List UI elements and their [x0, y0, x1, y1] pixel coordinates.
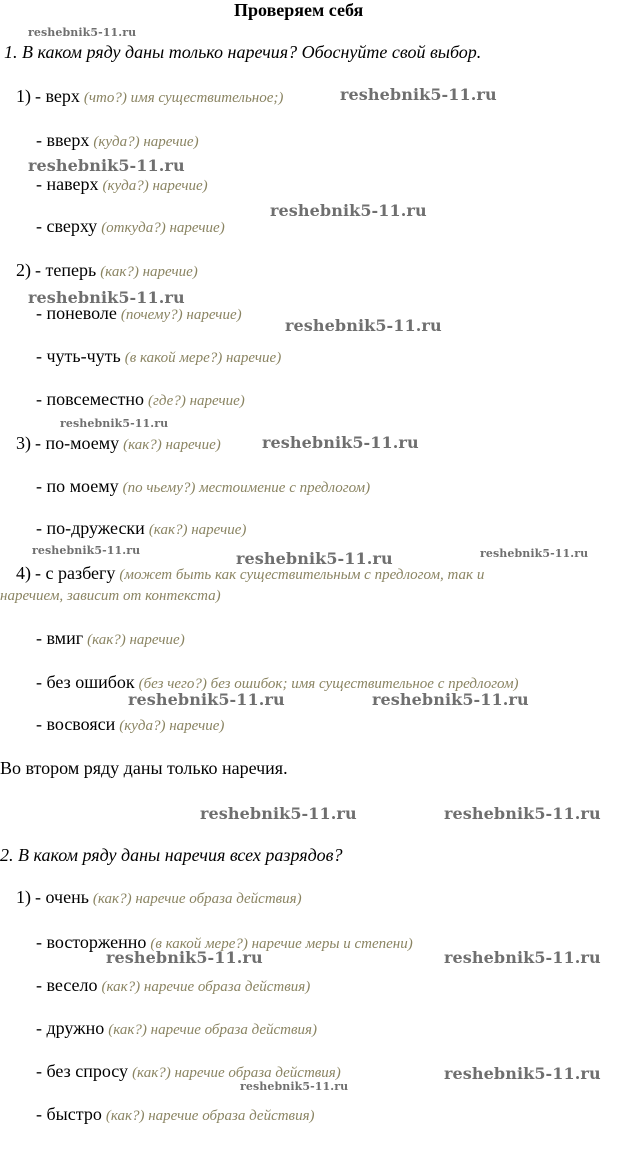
word: - по-моему: [35, 433, 120, 453]
note: (может быть как существительным с предлогом, так и: [119, 567, 485, 583]
word: - чуть-чуть: [36, 346, 121, 366]
list-item: [36, 476, 370, 497]
word: - без ошибок: [36, 672, 135, 692]
note: (как?) наречие образа действия): [132, 1065, 341, 1081]
watermark: reshebnik5-11.ru: [240, 1080, 349, 1093]
word: - по-дружески: [36, 518, 145, 538]
list-item: [36, 714, 224, 735]
list-item: [36, 1104, 315, 1125]
word: - верх: [35, 86, 80, 106]
watermark: reshebnik5-11.ru: [340, 85, 497, 104]
watermark: reshebnik5-11.ru: [28, 288, 185, 307]
note: (почему?) наречие): [120, 307, 242, 323]
note: (как?) наречие образа действия): [101, 979, 311, 995]
watermark: reshebnik5-11.ru: [285, 316, 442, 335]
note: (откуда?) наречие): [101, 220, 225, 236]
note: (что?) имя существительное;): [83, 90, 284, 106]
watermark: reshebnik5-11.ru: [372, 690, 529, 709]
watermark: reshebnik5-11.ru: [444, 1064, 601, 1083]
word: - без спросу: [36, 1061, 129, 1081]
list-item: [36, 389, 245, 410]
note-continuation: наречием, зависит от контекста): [0, 588, 221, 604]
word: - восторженно: [36, 932, 147, 952]
row-label: 1): [16, 86, 31, 106]
list-item: [16, 887, 302, 908]
note: (как?) наречие): [123, 437, 221, 453]
list-item: [16, 433, 221, 454]
watermark: reshebnik5-11.ru: [28, 26, 137, 39]
question-1: 1. В каком ряду даны только наречия? Обоснуйте свой выбор.: [4, 42, 482, 62]
watermark: reshebnik5-11.ru: [444, 948, 601, 967]
note: (по чьему?) местоимение с предлогом): [122, 480, 371, 496]
row-label: 1): [16, 887, 31, 907]
list-item: [36, 346, 281, 367]
list-item: [36, 975, 310, 996]
page-title: Проверяем себя: [234, 0, 364, 20]
watermark: reshebnik5-11.ru: [28, 156, 185, 175]
list-item: [36, 628, 185, 649]
watermark: reshebnik5-11.ru: [270, 201, 427, 220]
word: - восвояси: [36, 714, 116, 734]
watermark: reshebnik5-11.ru: [106, 948, 263, 967]
row-label: 2): [16, 260, 31, 280]
note: (как?) наречие образа действия): [92, 891, 302, 907]
note: (в какой мере?) наречие): [124, 350, 282, 366]
question-2: 2. В каком ряду даны наречия всех разрядов?: [0, 845, 343, 865]
word: - с разбегу: [35, 563, 116, 583]
watermark: reshebnik5-11.ru: [262, 433, 419, 452]
note: (как?) наречие): [148, 522, 247, 538]
row-label: 4): [16, 563, 31, 583]
answer-text: Во втором ряду даны только наречия.: [0, 758, 288, 778]
watermark: reshebnik5-11.ru: [32, 544, 141, 557]
row-label: 3): [16, 433, 31, 453]
word: - теперь: [35, 260, 97, 280]
word: - вверх: [36, 130, 90, 150]
word: - очень: [35, 887, 89, 907]
note: (как?) наречие образа действия): [105, 1108, 315, 1124]
list-item: [36, 130, 199, 151]
watermark: reshebnik5-11.ru: [128, 690, 285, 709]
watermark: reshebnik5-11.ru: [444, 804, 601, 823]
word: - повсеместно: [36, 389, 145, 409]
word: - по моему: [36, 476, 119, 496]
word: - вмиг: [36, 628, 84, 648]
word: - сверху: [36, 216, 98, 236]
note: (как?) наречие): [87, 632, 185, 648]
list-item: [36, 1018, 317, 1039]
note: (без чего?) без ошибок; имя существительное с предлогом): [138, 676, 519, 692]
word: - наверх: [36, 174, 99, 194]
note: (куда?) наречие): [93, 134, 199, 150]
word: - быстро: [36, 1104, 102, 1124]
word: - весело: [36, 975, 98, 995]
word: - дружно: [36, 1018, 105, 1038]
note: (где?) наречие): [148, 393, 245, 409]
list-item: [36, 1061, 341, 1082]
list-item: [36, 174, 208, 195]
list-item: [36, 216, 225, 237]
note: (как?) наречие): [100, 264, 198, 280]
watermark: reshebnik5-11.ru: [60, 417, 169, 430]
watermark: reshebnik5-11.ru: [200, 804, 357, 823]
list-item: [16, 260, 198, 281]
watermark: reshebnik5-11.ru: [236, 549, 393, 568]
list-item: [16, 86, 283, 107]
watermark: reshebnik5-11.ru: [480, 547, 589, 560]
note: (как?) наречие образа действия): [108, 1022, 317, 1038]
note: (в какой мере?) наречие меры и степени): [150, 936, 413, 952]
note: (куда?) наречие): [102, 178, 208, 194]
list-item: [36, 518, 246, 539]
word: - поневоле: [36, 303, 117, 323]
note: (куда?) наречие): [119, 718, 225, 734]
